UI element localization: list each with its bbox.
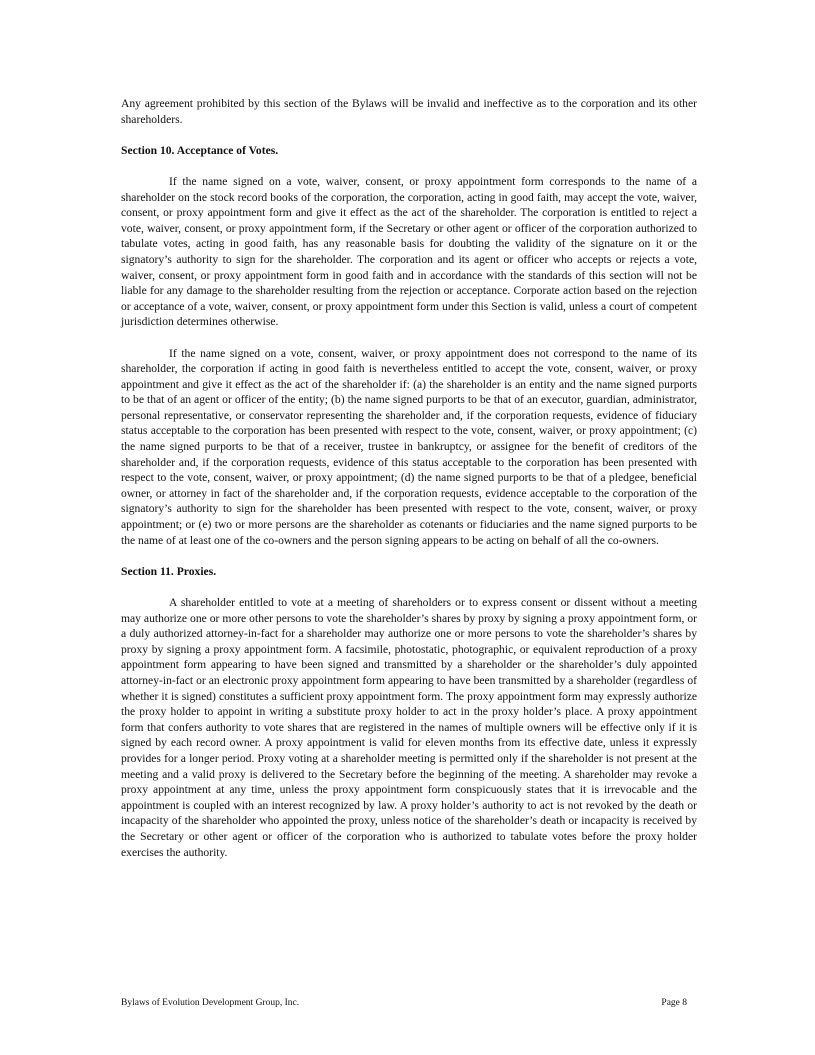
- intro-paragraph: Any agreement prohibited by this section of the Bylaws will be invalid and ineffective as to the corporation and its other shareholders.: [121, 97, 697, 126]
- footer-document-title: Bylaws of Evolution Development Group, Inc.: [121, 998, 300, 1008]
- section-10-paragraph-2: If the name signed on a vote, consent, waiver, or proxy appointment does not correspond to the name of its shareholder, the corporation if acting in good faith is nevertheless entitled to accept the vote, consent, waiver, or proxy appointment and give it effect as the act of the shareholder if: (a) the shareholder is an entity and the name signed purports to be that of an agent or officer of the entity; (b) the name signed purports to be that of an executor, guardian, administrator, personal representative, or conservator representing the shareholder and, if the corporation requests, evidence of fiduciary status acceptable to the corporation has been presented with respect to the vote, consent, waiver, or proxy appointment; (c) the name signed purports to be that of a receiver, trustee in bankruptcy, or assignee for the benefit of creditors of the shareholder and, if the corporation requests, evidence of this status acceptable to the corporation has been presented with respect to the vote, consent, waiver, or proxy appointment; (d) the name signed purports to be that of a pledgee, beneficial owner, or attorney in fact of the shareholder and, if the corporation requests, evidence acceptable to the corporation of the signatory’s authority to sign for the shareholder has been presented with respect to the vote, consent, waiver, or proxy appointment; or (e) two or more persons are the shareholder as cotenants or fiduciaries and the name signed purports to be the name of at least one of the co-owners and the person signing appears to be acting on behalf of all the co-owners.: [121, 346, 697, 547]
- section-11-paragraph-1: A shareholder entitled to vote at a meeting of shareholders or to express consent or dissent without a meeting may authorize one or more other persons to vote the shareholder’s shares by proxy by signing a proxy appointment form, or a duly authorized attorney-in-fact for a shareholder may authorize one or more persons to vote the shareholder’s shares by proxy by signing a proxy appointment form. A facsimile, photostatic, photographic, or equivalent reproduction of a proxy appointment form appearing to have been signed and transmitted by a shareholder or the shareholder’s duly appointed attorney-in-fact or an electronic proxy appointment form appearing to have been transmitted by a shareholder (regardless of whether it is signed) constitutes a sufficient proxy appointment form. The proxy appointment form may expressly authorize the proxy holder to appoint in writing a substitute proxy holder to act in the proxy holder’s place. A proxy appointment form that confers authority to vote shares that are registered in the names of multiple owners will be effective only if it is signed by each record owner. A proxy appointment is valid for eleven months from its effective date, unless it expressly provides for a longer period. Proxy voting at a shareholder meeting is permitted only if the shareholder is not present at the meeting and a valid proxy is delivered to the Secretary before the beginning of the meeting. A shareholder may revoke a proxy appointment at any time, unless the proxy appointment form conspicuously states that it is irrevocable and the appointment is coupled with an interest recognized by law. A proxy holder’s authority to act is not revoked by the death or incapacity of the shareholder who appointed the proxy, unless notice of the shareholder’s death or incapacity is received by the Secretary or other agent or officer of the corporation who is authorized to tabulate votes before the proxy holder exercises the authority.: [121, 596, 697, 859]
- page-body: [121, 96, 697, 860]
- section-10-paragraph-1: If the name signed on a vote, waiver, consent, or proxy appointment form corresponds to the name of a shareholder on the stock record books of the corporation, the corporation, acting in good faith, may accept the vote, waiver, consent, or proxy appointment form and give it effect as the act of the shareholder. The corporation is entitled to reject a vote, waiver, consent, or proxy appointment form, if the Secretary or other agent or officer of the corporation authorized to tabulate votes, acting in good faith, has any reasonable basis for doubting the validity of the signature on it or the signatory’s authority to sign for the shareholder. The corporation and its agent or officer who accepts or rejects a vote, waiver, consent, or proxy appointment form in good faith and in accordance with the standards of this section will not be liable for any damage to the shareholder resulting from the rejection or acceptance. Corporate action based on the rejection or acceptance of a vote, waiver, consent, or proxy appointment form under this Section is valid, unless a court of competent jurisdiction determines otherwise.: [121, 174, 697, 329]
- section-11-heading: Section 11. Proxies.: [121, 564, 217, 578]
- section-10-heading: Section 10. Acceptance of Votes.: [121, 143, 279, 157]
- page-footer: [121, 997, 687, 1009]
- footer-page-number: Page 8: [661, 998, 687, 1008]
